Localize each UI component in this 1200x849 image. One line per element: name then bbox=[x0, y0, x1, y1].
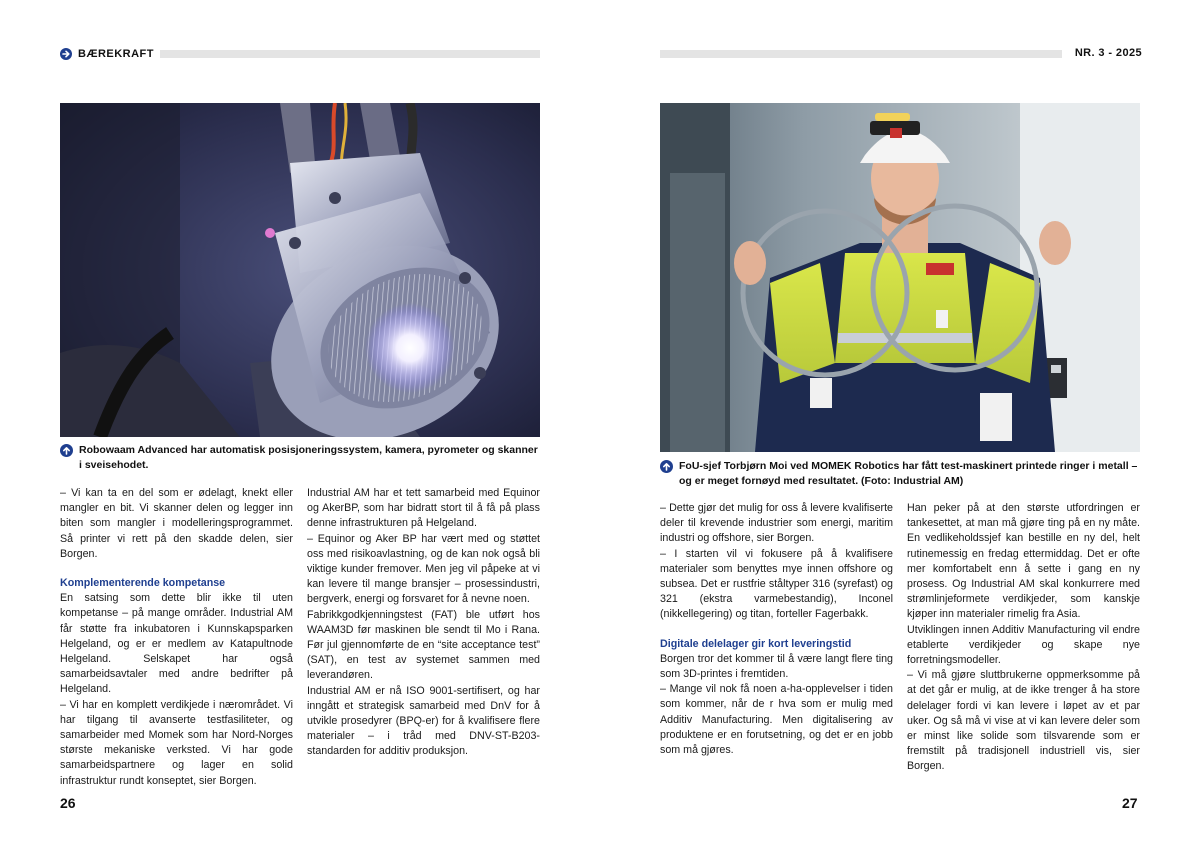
arrow-up-icon bbox=[60, 444, 73, 457]
section-title: BÆREKRAFT bbox=[78, 48, 154, 60]
header-rule-left bbox=[160, 50, 540, 58]
text-column-1 bbox=[60, 486, 293, 789]
paragraph: – Dette gjør det mulig for oss å levere kvalifiserte deler til krevende industrier som energi, maritim industri og offshore, sier Borgen. bbox=[660, 502, 893, 545]
page-number-left: 26 bbox=[60, 795, 76, 811]
text-column-2 bbox=[307, 486, 540, 760]
caption-right bbox=[660, 459, 1140, 488]
arrow-right-icon bbox=[60, 48, 72, 60]
paragraph: – Vi kan ta en del som er ødelagt, knekt eller mangler en bit. Vi skanner delen og legger inn biten som mangler i modelleringsprogrammet. Så printer vi rett på den skadde delen, sier Borgen. bbox=[60, 487, 293, 560]
paragraph: Han peker på at den største utfordringen er tankesettet, at man må gjøre ting på en ny måte. En vedlikeholdssjef kan bestille en ny del, helt rutinemessig en fredag ettermiddag. Det er ofte mer komfortabelt enn å sette i gang en ny prosess. Og Industrial AM skal konkurrere med strømlinjeformete verdikjeder, som kanskje kjøper inn materialer rimelig fra Asia. bbox=[907, 502, 1140, 621]
paragraph: Industrial AM er nå ISO 9001-sertifisert, og har inngått et strategisk samarbeid med DnV for å utvikle prosedyrer (BPQ-er) for å kvalifisere flere materialer – i tråd med DNV-ST-B203-standarden for additiv produksjon. bbox=[307, 684, 540, 758]
paragraph: – Vi har en komplett verdikjede i nærområdet. Vi har tilgang til avanserte testfasiliteter, og samarbeider med Momek som har Nord-Norges største mekaniske verksted. Vi har gode samarbeidspartnere og lager en solid infrastruktur rundt konseptet, sier Borgen. bbox=[60, 698, 293, 787]
caption-left-text: Robowaam Advanced har automatisk posisjoneringssystem, kamera, pyrometer og skanner i sveisehodet. bbox=[79, 444, 538, 471]
photo-man-with-rings bbox=[660, 103, 1140, 452]
caption-left bbox=[60, 443, 540, 472]
subheading: Komplementerende kompetanse bbox=[60, 577, 226, 590]
header-rule-right bbox=[660, 50, 1062, 58]
issue-number: NR. 3 - 2025 bbox=[1074, 47, 1142, 59]
paragraph: Utviklingen innen Additiv Manufacturing vil endre etablerte verdikjeder og skape nye forretningsmodeller. bbox=[907, 623, 1140, 667]
paragraph: En satsing som dette blir ikke til uten kompetanse – på mange områder. Industrial AM får støtte fra inkubatoren i Kunnskapsparken Helgeland, og er er medlem av Katapultnode Helgeland. Selskapet har også samarbeidsavtaler med andre bedrifter på Helgeland. bbox=[60, 592, 293, 696]
text-column-4 bbox=[907, 501, 1140, 775]
paragraph: – Mange vil nok få noen a-ha-opplevelser i tiden som kommer, når de r hva som er mulig med Additiv Manufacturing. Men digitalisering av produktene er en forutsetning, og det er en jobb som må gjøres. bbox=[660, 683, 893, 757]
paragraph: Industrial AM har et tett samarbeid med Equinor og AkerBP, som har bidratt stort til å få på plass denne infrastrukturen på Helgeland. bbox=[307, 487, 540, 530]
page-number-right: 27 bbox=[1122, 795, 1138, 811]
subheading: Digitale delelager gir kort leveringstid bbox=[660, 637, 852, 650]
paragraph: – Equinor og Aker BP har vært med og støttet oss med risikoavlastning, og de kan nok også bli viktige kunder fremover. Men jeg vil påpeke at vi kan levere til mange bransjer – prosessindustri, bergverk, energi og forsvaret for å nevne noen. bbox=[307, 532, 540, 606]
paragraph: Fabrikkgodkjenningstest (FAT) ble utført hos WAAM3D før maskinen ble sendt til Mo i Rana. Før jul gjennomførte de en “site acceptance test” (SAT), en test av systemet sammen med leverandøren. bbox=[307, 608, 540, 682]
caption-right-text: FoU-sjef Torbjørn Moi ved MOMEK Robotics har fått test-maskinert printede ringer i metall – og er meget fornøyd med resultatet. (Foto: Industrial AM) bbox=[679, 460, 1138, 487]
text-column-3 bbox=[660, 501, 893, 758]
paragraph: – I starten vil vi fokusere på å kvalifisere materialer som benyttes mye innen offshore og subsea. Det er rustfrie ståltyper 316 (syrefast) og 321 (ekstra varmebestandig), Inconel (nikkellegering) og titan, forteller Fagerbakk. bbox=[660, 547, 893, 621]
arrow-up-icon bbox=[660, 460, 673, 473]
paragraph: – Vi må gjøre sluttbrukerne oppmerksomme på at det går er mulig, at de ikke trenger å ha store delelager fordi vi kan levere i løpet av et par uker. Og så må vi vise at vi kan levere deler som er minst like solide som tilsvarende som er fremstilt på tradisjonell industriell vis, sier Borgen. bbox=[907, 669, 1140, 773]
paragraph: Borgen tror det kommer til å være langt flere ting som 3D-printes i fremtiden. bbox=[660, 652, 893, 681]
section-header bbox=[60, 46, 154, 62]
photo-welding-head bbox=[60, 103, 540, 437]
